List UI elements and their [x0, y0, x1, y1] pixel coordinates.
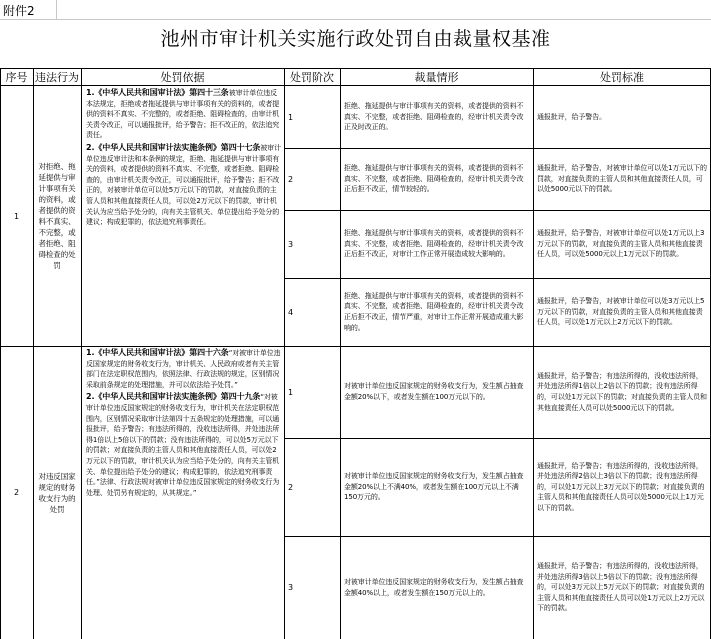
header-standard: 处罚标准	[600, 70, 644, 84]
page-title: 池州市审计机关实施行政处罚自由裁量权基准	[160, 27, 551, 50]
grid-line	[0, 346, 711, 347]
row1-basis	[86, 88, 281, 344]
grid-line	[340, 68, 341, 639]
row1-level-3: 3	[288, 239, 294, 249]
header-violation: 违法行为	[35, 70, 79, 84]
row2-level-3: 3	[288, 583, 294, 592]
row2-basis	[86, 348, 281, 638]
grid-line	[284, 148, 711, 149]
grid-line	[56, 0, 57, 19]
grid-line	[533, 68, 534, 639]
row2-std-1: 通报批评，给予警告；有违法所得的，没收违法所得，并处违法所得1倍以上2倍以下的罚款；没有违法所得的，可以处1万元以下的罚款；对直接负责的主管人员和其他直接责任人员可以处5000元以下的罚款。	[537, 371, 707, 412]
header-level: 处罚阶次	[290, 70, 334, 84]
grid-line	[284, 210, 711, 211]
row2-basis-1: 1.《中华人民共和国审计法》第四十六条“对被审计单位违反国家规定的财务收支行为，审计机关、人民政府或者有关主管部门在法定职权范围内，依照法律、行政法规的规定，区别情况采取前条规定的处理措施，并可以依法给予处罚。”	[86, 348, 281, 389]
row1-std-1: 通报批评，给予警告。	[537, 112, 606, 121]
header-circumstance: 裁量情形	[414, 70, 459, 84]
row1-circ-3: 拒绝、拖延提供与审计事项有关的资料，或者提供的资料不真实、不完整，或者拒绝、阻碍检查的，经审计机关责令改正后拒不改正，对审计工作正常开展造成较大影响的。	[344, 229, 524, 259]
grid-line	[81, 68, 82, 639]
row1-std-4: 通报批评，给予警告，对被审计单位可以处3万元以上5万元以下的罚款，对直接负责的主管人员和其他直接责任人员，可以处1万元以上2万元以下的罚款。	[537, 297, 705, 327]
row2-circ-1: 对被审计单位违反国家规定的财务收支行为，发生额占抽查金额20%以下，或者发生额在100万元以下的。	[344, 382, 524, 401]
header-basis: 处罚依据	[160, 70, 205, 84]
row1-circ-1: 拒绝、拖延提供与审计事项有关的资料，或者提供的资料不真实、不完整，或者拒绝、阻碍检查的，经审计机关责令改正及时改正的。	[344, 102, 524, 132]
grid-line	[0, 68, 711, 69]
header-no: 序号	[5, 70, 28, 84]
grid-line	[284, 278, 711, 279]
row1-level-4: 4	[288, 307, 294, 317]
row1-std-2: 通报批评，给予警告，对被审计单位可以处1万元以下的罚款，对直接负责的主管人员和其他直接责任人员，可以处5000元以下的罚款。	[537, 164, 707, 194]
attachment-label: 附件2	[3, 4, 35, 18]
row1-circ-4: 拒绝、拖延提供与审计事项有关的资料，或者提供的资料不真实、不完整，或者拒绝、阻碍检查的，经审计机关责令改正后拒不改正，情节严重，对审计工作正常开展造成重大影响的。	[344, 291, 524, 332]
row2-no: 2	[13, 488, 20, 497]
grid-line	[33, 68, 34, 639]
row2-basis-2: 2.《中华人民共和国审计法实施条例》第四十九条“对被审计单位违反国家规定的财务收支行为，审计机关在法定职权范围内，区别情况采取审计法第四十五条规定的处理措施，可以通报批评，给予警告；有违法所得的，没收违法所得，并处违法所得1倍以上5倍以下的罚款；没有违法所得的，可以处5万元以下的罚款；对直接负责的主管人员和其他直接责任人员，可以处2万元以下的罚款，审计机关认为应当给予处分的，向有关主管机关、单位提出给予处分的建议；构成犯罪的，依法追究刑事责任。”法律、行政法规对被审计单位违反国家规定的财务收支行为处理、处罚另有规定的，从其规定。”	[86, 392, 280, 497]
row1-violation: 对拒绝、拖延提供与审计事项有关的资料，或者提供的资料不真实、不完整，或者拒绝、阻碍检查的处罚	[38, 162, 76, 270]
row1-level-2: 2	[288, 174, 294, 184]
row2-std-2: 通报批评，给予警告；有违法所得的，没收违法所得，并处违法所得2倍以上3倍以下的罚款；没有违法所得的，可以处1万元以上3万元以下的罚款；对直接负责的主管人员和其他直接责任人员可以处5000元以上1万元以下的罚款。	[537, 461, 705, 512]
row1-circ-2: 拒绝、拖延提供与审计事项有关的资料，或者提供的资料不真实、不完整，或者拒绝、阻碍检查的，经审计机关责令改正后拒不改正，情节较轻的。	[344, 164, 524, 194]
row1-level-1: 1	[288, 112, 294, 122]
grid-line	[0, 85, 711, 86]
row2-violation: 对违反国家规定的财务收支行为的处罚	[38, 471, 76, 514]
row1-basis-1: 1.《中华人民共和国审计法》第四十三条被审计单位违反本法规定，拒绝或者拖延提供与审计事项有关的资料的，或者提供的资料不真实、不完整的，或者拒绝、阻碍检查的，由审计机关责令改正，可以通报批评，给予警告；拒不改正的，依法追究责任。	[86, 88, 280, 140]
grid-line	[0, 19, 711, 20]
row1-std-3: 通报批评，给予警告，对被审计单位可以处1万元以上3万元以下的罚款，对直接负责的主管人员和其他直接责任人员，可以处5000元以上1万元以下的罚款。	[537, 229, 705, 259]
row2-level-1: 1	[288, 387, 294, 397]
row2-circ-3: 对被审计单位违反国家规定的财务收支行为，发生额占抽查金额40%以上，或者发生额在150万元以上的。	[344, 577, 524, 597]
grid-line	[0, 68, 1, 639]
row2-level-2: 2	[288, 482, 294, 492]
row2-circ-2: 对被审计单位违反国家规定的财务收支行为，发生额占抽查金额20%以上不满40%，或者发生额在100万元以上不满150万元的。	[344, 472, 524, 502]
grid-line	[284, 536, 711, 537]
grid-line	[284, 68, 285, 639]
row2-std-3: 通报批评，给予警告；有违法所得的，没收违法所得，并处违法所得3倍以上5倍以下的罚款；没有违法所得的，可以处3万元以上5万元以下的罚款；对直接负责的主管人员和其他直接责任人员可以处1万元以上2万元以下的罚款。	[537, 562, 705, 613]
row1-no: 1	[13, 211, 20, 221]
grid-line	[284, 438, 711, 439]
row1-basis-2: 2.《中华人民共和国审计法实施条例》第四十七条被审计单位违反审计法和本条例的规定，拒绝、拖延提供与审计事项有关的资料，或者提供的资料不真实、不完整，或者拒绝、阻碍检查的，由审计机关责令改正，可以通报批评，给予警告；拒不改正的，对被审计单位可以处5万元以下的罚款，对直接负责的主管人员和其他直接责任人员，可以处2万元以下的罚款，审计机关认为应当给予处分的，向有关主管机关、单位提出给予处分的建议；构成犯罪的，依法追究刑事责任。	[86, 142, 281, 227]
